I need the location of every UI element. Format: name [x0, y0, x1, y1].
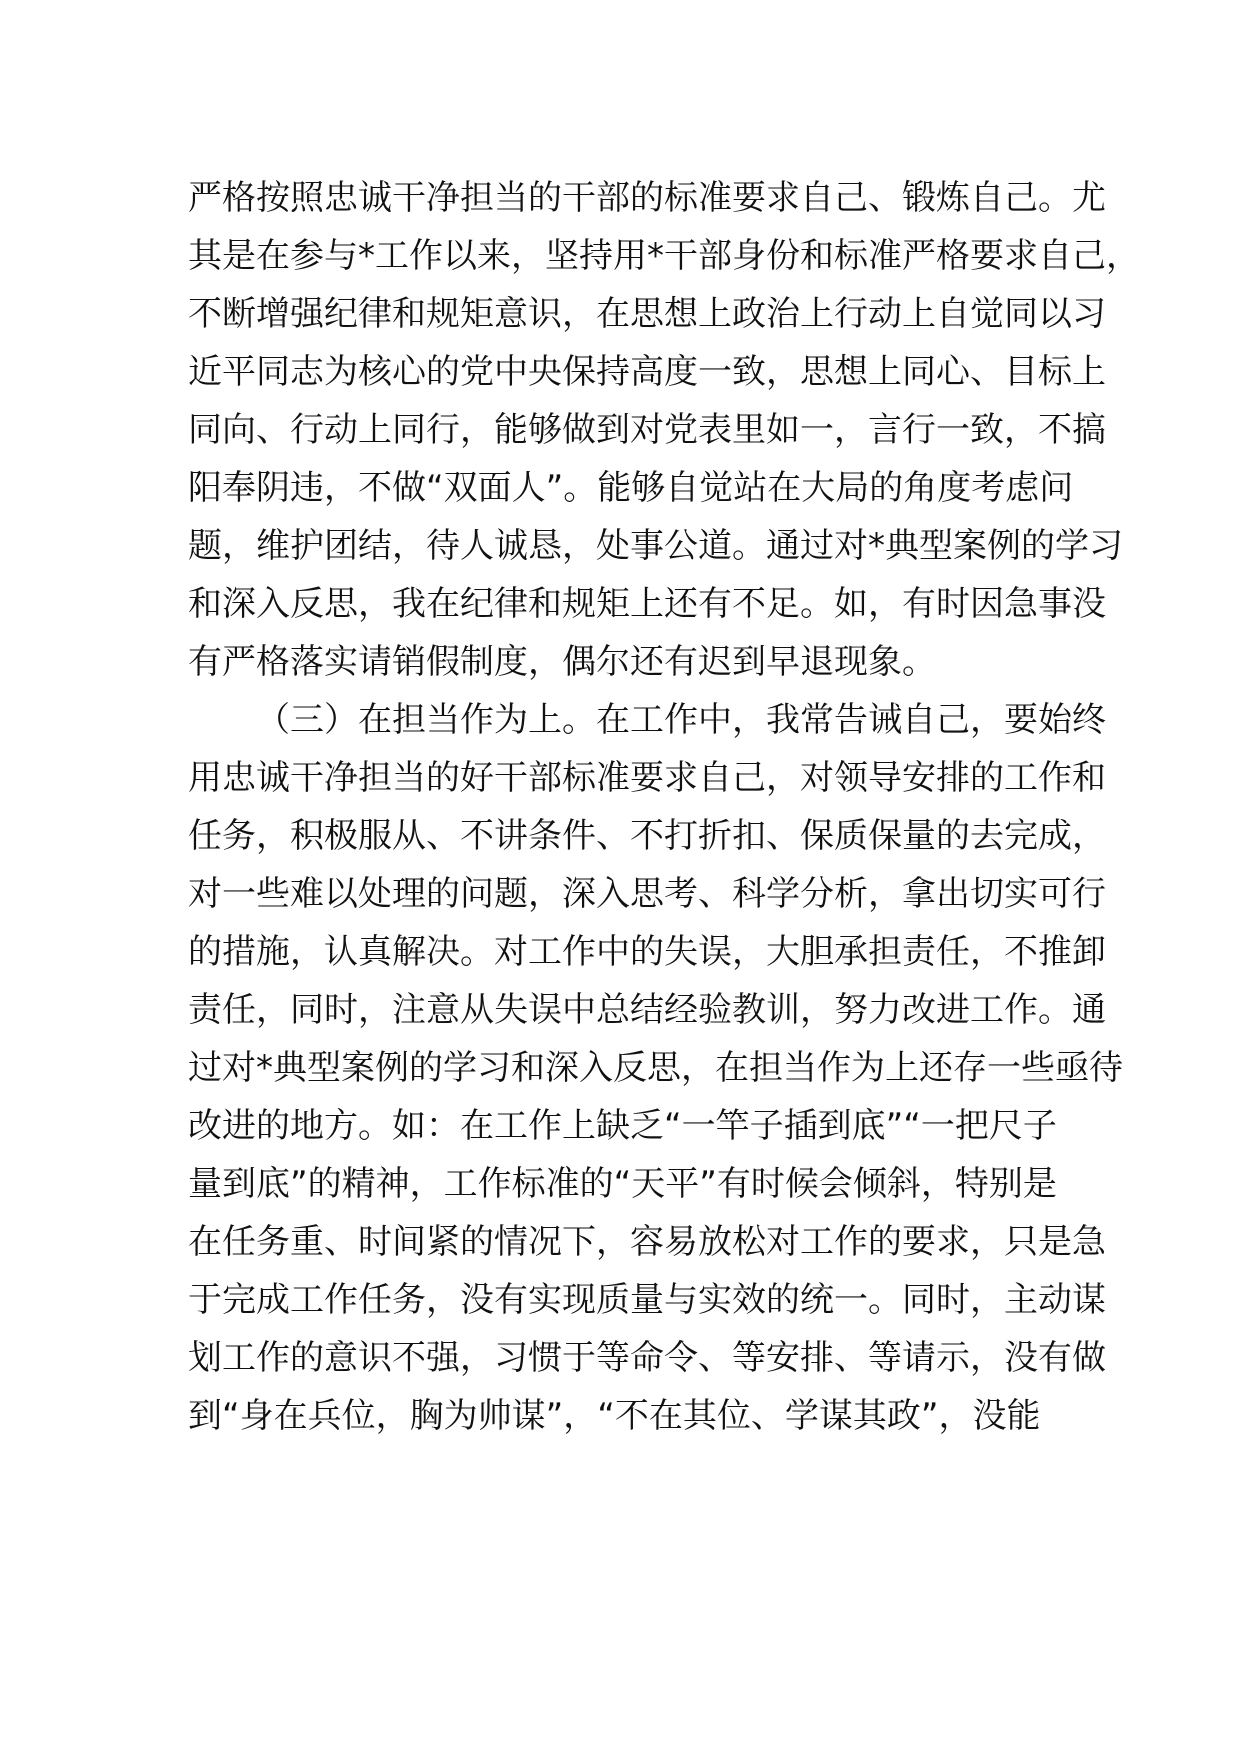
text-line: 责任，同时，注意从失误中总结经验教训，努力改进工作。通	[188, 990, 1106, 1030]
text-line: 量到底”的精神，工作标准的“天平”有时候会倾斜，特别是	[188, 1164, 1057, 1204]
text-line: 其是在参与*工作以来，坚持用*干部身份和标准严格要求自己，	[188, 236, 1140, 276]
text-line: 于完成工作任务，没有实现质量与实效的统一。同时，主动谋	[188, 1280, 1106, 1320]
text-line: 阳奉阴违，不做“双面人”。能够自觉站在大局的角度考虑问	[188, 468, 1074, 508]
text-line: 的措施，认真解决。对工作中的失误，大胆承担责任，不推卸	[188, 932, 1106, 972]
text-line: 对一些难以处理的问题，深入思考、科学分析，拿出切实可行	[188, 874, 1106, 914]
text-line: 题，维护团结，待人诚恳，处事公道。通过对*典型案例的学习	[188, 526, 1123, 566]
text-line: 过对*典型案例的学习和深入反思，在担当作为上还存一些亟待	[188, 1048, 1123, 1088]
text-line: 有严格落实请销假制度，偶尔还有迟到早退现象。	[188, 642, 936, 682]
text-line: 用忠诚干净担当的好干部标准要求自己，对领导安排的工作和	[188, 758, 1106, 798]
text-line: 改进的地方。如：在工作上缺乏“一竿子插到底”“一把尺子	[188, 1106, 1057, 1146]
text-line: 不断增强纪律和规矩意识，在思想上政治上行动上自觉同以习	[188, 294, 1106, 334]
text-line: 到“身在兵位，胸为帅谋”，“不在其位、学谋其政”，没能	[188, 1396, 1041, 1436]
text-line: 任务，积极服从、不讲条件、不打折扣、保质保量的去完成，	[188, 816, 1106, 856]
section-heading-line: （三）在担当作为上。在工作中，我常告诫自己，要始终	[256, 700, 1106, 740]
text-line: 划工作的意识不强，习惯于等命令、等安排、等请示，没有做	[188, 1338, 1106, 1378]
text-line: 在任务重、时间紧的情况下，容易放松对工作的要求，只是急	[188, 1222, 1106, 1262]
text-line: 和深入反思，我在纪律和规矩上还有不足。如，有时因急事没	[188, 584, 1106, 624]
text-line: 近平同志为核心的党中央保持高度一致，思想上同心、目标上	[188, 352, 1106, 392]
text-line: 同向、行动上同行，能够做到对党表里如一，言行一致，不搞	[188, 410, 1106, 450]
text-line: 严格按照忠诚干净担当的干部的标准要求自己、锻炼自己。尤	[188, 178, 1106, 218]
